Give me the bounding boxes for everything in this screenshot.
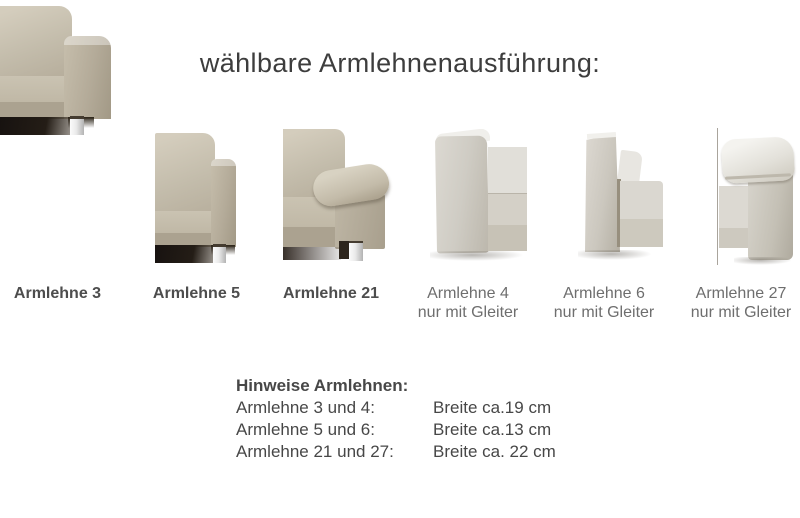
armrest-label-text: Armlehne 4 xyxy=(427,285,509,302)
photo-edge-line xyxy=(717,128,718,265)
armrest-shape xyxy=(748,172,793,260)
chrome-leg xyxy=(70,116,84,135)
note-width: Breite ca.13 cm xyxy=(433,420,552,439)
note-row xyxy=(236,419,556,441)
armrest-label-armlehne-4 xyxy=(406,284,530,322)
sofa-seat-front-shape xyxy=(620,219,663,247)
sofa-seat-shape xyxy=(620,181,663,221)
armrest-label-text: Armlehne 6 xyxy=(563,285,645,302)
notes-heading: Hinweise Armlehnen: xyxy=(236,376,409,395)
under-sofa-shadow xyxy=(0,117,70,135)
armrest-photo-armlehne-6 xyxy=(572,129,663,264)
sofa-backrest-shape xyxy=(155,133,215,223)
sofa-seat-shape xyxy=(0,76,68,104)
note-item: Armlehne 3 und 4: xyxy=(236,398,375,417)
page-title: wählbare Armlehnenausführung: xyxy=(199,48,601,78)
note-width: Breite ca. 22 cm xyxy=(433,442,556,461)
armrest-label-armlehne-5 xyxy=(139,284,254,303)
chrome-leg xyxy=(349,241,363,261)
floor-shadow xyxy=(734,257,792,265)
armrest-shape xyxy=(211,159,236,247)
armrest-highlight xyxy=(211,159,236,166)
armrest-shape xyxy=(585,134,620,252)
sofa-seat-shape xyxy=(488,193,527,227)
armrest-label-text: Armlehne 3 xyxy=(13,285,102,302)
sofa-seat-front-shape xyxy=(719,228,749,248)
armrest-label-armlehne-27 xyxy=(678,284,800,322)
armrest-label-armlehne-21 xyxy=(272,284,390,303)
note-width: Breite ca.19 cm xyxy=(433,398,552,417)
sofa-backrest-shape xyxy=(0,6,72,80)
under-sofa-shadow xyxy=(155,245,213,263)
armrest-label-armlehne-3 xyxy=(0,284,115,303)
sofa-seat-shape xyxy=(155,211,211,235)
note-item: Armlehne 21 und 27: xyxy=(236,442,394,461)
armrest-shape xyxy=(435,136,489,254)
notes-section xyxy=(236,375,556,463)
armrest-label-text: Armlehne 5 xyxy=(152,285,241,302)
under-sofa-shadow xyxy=(283,247,341,260)
armrest-photo-armlehne-21 xyxy=(283,129,396,264)
armrest-sublabel-text: nur mit Gleiter xyxy=(553,304,655,321)
chrome-leg xyxy=(213,244,226,263)
armrest-label-armlehne-6 xyxy=(542,284,666,322)
sofa-seat-shape xyxy=(719,186,749,234)
note-item: Armlehne 5 und 6: xyxy=(236,420,375,439)
armrest-photo-armlehne-27 xyxy=(716,128,800,265)
note-row xyxy=(236,441,556,463)
armrest-label-text: Armlehne 21 xyxy=(282,285,380,302)
floor-shadow xyxy=(578,250,652,260)
sofa-seat-front-shape xyxy=(488,225,527,251)
sofa-seat-front-shape xyxy=(283,227,338,247)
armrest-sublabel-text: nur mit Gleiter xyxy=(690,304,792,321)
armrest-sublabel-text: nur mit Gleiter xyxy=(417,304,519,321)
note-row xyxy=(236,397,556,419)
armrest-photo-armlehne-3 xyxy=(0,0,115,135)
armrest-photo-armlehne-5 xyxy=(149,129,256,263)
armrest-highlight xyxy=(64,36,111,45)
armrest-label-text: Armlehne 27 xyxy=(695,285,787,302)
armrest-shape xyxy=(64,36,111,119)
floor-shadow xyxy=(430,251,524,261)
armrest-photo-armlehne-4 xyxy=(428,129,527,264)
